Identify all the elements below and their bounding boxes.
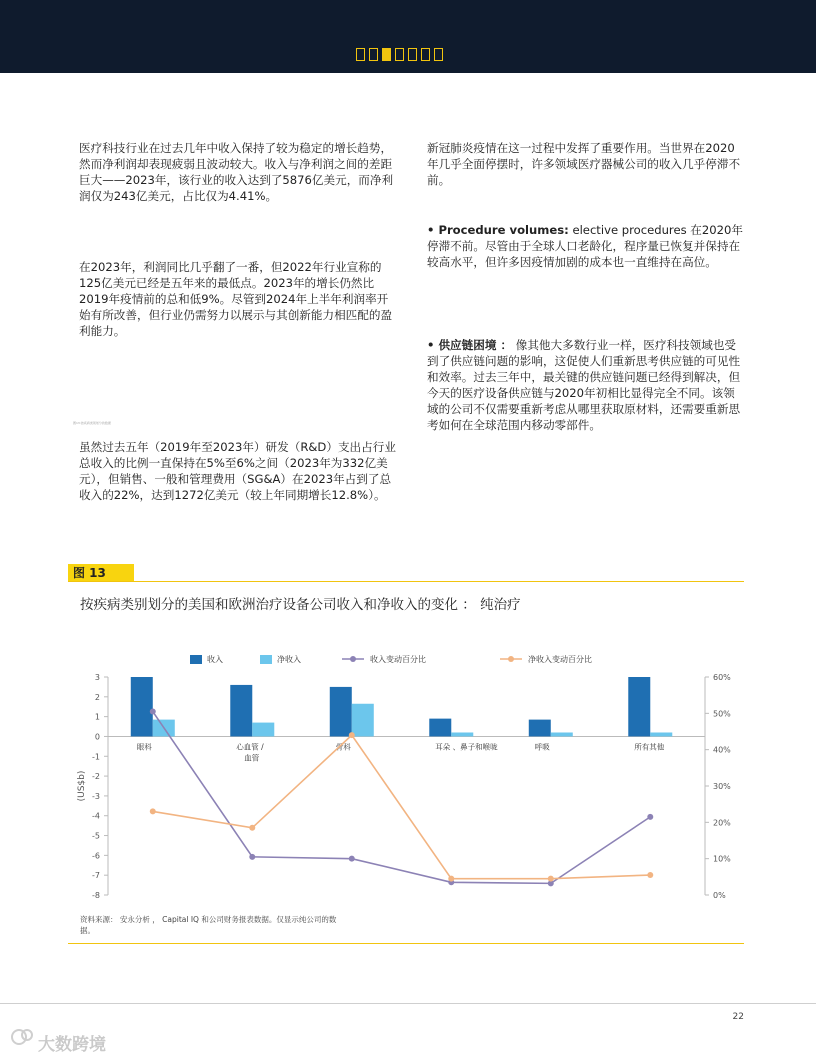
bar-revenue bbox=[429, 719, 451, 737]
category-label: 骨科 bbox=[335, 742, 351, 752]
figure-rule-bottom bbox=[68, 943, 744, 944]
y-tick-label: -1 bbox=[92, 752, 100, 762]
bar-revenue bbox=[230, 685, 252, 737]
y-tick-label: 3 bbox=[94, 673, 100, 682]
y-tick-label: 0 bbox=[94, 732, 100, 742]
bullet-supply-chain bbox=[427, 337, 743, 433]
title-glyph bbox=[369, 48, 378, 61]
bar-revenue bbox=[628, 677, 650, 736]
figure-rule bbox=[68, 581, 744, 582]
legend-swatch bbox=[260, 655, 272, 664]
figure-title: 按疾病类别划分的美国和欧洲治疗设备公司收入和净收入的变化 ： 纯治疗 bbox=[80, 597, 521, 613]
title-glyph bbox=[434, 48, 443, 61]
bar-net-income bbox=[451, 732, 473, 736]
category-label: 眼科 bbox=[136, 742, 152, 752]
bar-net-income bbox=[551, 732, 573, 736]
category-label: 心血管 / bbox=[236, 742, 264, 752]
legend-marker bbox=[508, 656, 514, 662]
title-glyph bbox=[408, 48, 417, 61]
bar-net-income bbox=[352, 704, 374, 737]
y-tick-label: -6 bbox=[92, 851, 100, 861]
bullet-title: • 供应链困境 ： bbox=[427, 338, 513, 352]
bullet-text: 像其他大多数行业一样，医疗科技领域也受到了供应链问题的影响，这促使人们重新思考供应链的可见性和效率。过去三年中，最关键的供应链问题已经得到解决，但今天的医疗设备供应链与2020年初相比显得完全不同。该领域的公司不仅需要重新考虑从哪里获取原材料，还需要重新思考如何在全球范围内移动零部件。 bbox=[427, 338, 741, 432]
y-tick-label: 2 bbox=[94, 692, 100, 702]
point-net-income-change bbox=[349, 732, 355, 738]
point-net-income-change bbox=[249, 825, 255, 831]
title-glyph bbox=[395, 48, 404, 61]
line-revenue-change bbox=[153, 712, 651, 884]
category-label: 耳朵 、鼻子和喉咙 bbox=[435, 742, 498, 752]
y2-tick-label: 0% bbox=[713, 891, 726, 900]
y-tick-label: -8 bbox=[92, 891, 100, 900]
bullet-procedure-volumes bbox=[427, 222, 743, 270]
legend-marker bbox=[350, 656, 356, 662]
title-glyph bbox=[421, 48, 430, 61]
legend-swatch bbox=[190, 655, 202, 664]
y2-tick-label: 60% bbox=[713, 673, 731, 682]
tiny-note: 图13:按疾病类别划分的数据 bbox=[73, 421, 111, 425]
y-axis-label: (US$b) bbox=[77, 770, 87, 802]
y2-tick-label: 10% bbox=[713, 854, 731, 864]
point-revenue-change bbox=[249, 854, 255, 860]
point-net-income-change bbox=[448, 876, 454, 882]
watermark-text: 大数跨境 bbox=[38, 1035, 106, 1055]
chart bbox=[60, 645, 750, 907]
left-paragraph-1: 医疗科技行业在过去几年中收入保持了较为稳定的增长趋势，然而净利润却表现疲弱且波动较大。收入与净利润之间的差距巨大——2023年，该行业的收入达到了5876亿美元，而净利润仅为243亿美元，占比仅为4.41%。 bbox=[79, 141, 394, 203]
figure-tag: 图 13 bbox=[68, 564, 134, 582]
page-rule bbox=[0, 1003, 816, 1004]
title-glyph bbox=[382, 48, 391, 61]
right-paragraph-1: 新冠肺炎疫情在这一过程中发挥了重要作用。当世界在2020年几乎全面停摆时，许多领域医疗器械公司的收入几乎停滞不前。 bbox=[427, 141, 741, 187]
y-tick-label: 1 bbox=[94, 712, 100, 722]
category-label: 所有其他 bbox=[634, 742, 665, 752]
category-label: 血管 bbox=[244, 753, 260, 763]
y2-tick-label: 20% bbox=[713, 818, 731, 828]
watermark-logo-icon bbox=[10, 1026, 36, 1048]
legend-label: 收入变动百分比 bbox=[370, 655, 426, 664]
point-revenue-change bbox=[647, 814, 653, 820]
bullet-title: • Procedure volumes: bbox=[427, 223, 569, 237]
y-tick-label: -3 bbox=[92, 791, 100, 801]
y2-tick-label: 30% bbox=[713, 782, 731, 791]
left-paragraph-3: 虽然过去五年（2019年至2023年）研发（R&D）支出占行业总收入的比例一直保持在5%至6%之间（2023年为332亿美元），但销售、一般和管理费用（SG&A）在2023年占到了总收入的22%，达到1272亿美元（较上年同期增长12.8%）。 bbox=[79, 440, 396, 502]
figure-source: 资料来源： 安永分析 ， Capital IQ 和公司财务报表数据。仅显示纯公司的数据。 bbox=[80, 915, 337, 935]
y-tick-label: -5 bbox=[92, 831, 100, 841]
y2-tick-label: 40% bbox=[713, 745, 731, 755]
legend-label: 净收入变动百分比 bbox=[528, 655, 592, 664]
bar-net-income bbox=[252, 723, 274, 737]
bar-revenue bbox=[529, 720, 551, 737]
bar-revenue bbox=[131, 677, 153, 736]
bar-net-income bbox=[650, 732, 672, 736]
title-glyph bbox=[356, 48, 365, 61]
header-bar bbox=[0, 0, 816, 73]
point-net-income-change bbox=[150, 808, 156, 814]
page-number: 22 bbox=[732, 1012, 744, 1022]
y2-tick-label: 50% bbox=[713, 709, 731, 719]
left-paragraph-2: 在2023年，利润同比几乎翻了一番，但2022年行业宣称的125亿美元已经是五年来的最低点。2023年的增长仍然比2019年疫情前的总和低9%。尽管到2024年上半年利润率开始有所改善，但行业仍需努力以展示与其创新能力相匹配的盈利能力。 bbox=[79, 260, 393, 338]
header-title-glyphs bbox=[356, 48, 443, 61]
point-revenue-change bbox=[349, 856, 355, 862]
y-tick-label: -4 bbox=[92, 811, 100, 821]
point-net-income-change bbox=[647, 872, 653, 878]
legend-label: 净收入 bbox=[277, 655, 301, 664]
legend-label: 收入 bbox=[207, 655, 223, 664]
category-label: 呼吸 bbox=[534, 742, 550, 752]
point-revenue-change bbox=[150, 709, 156, 715]
bar-revenue bbox=[330, 687, 352, 737]
point-net-income-change bbox=[548, 876, 554, 882]
bullet-text: elective procedures 在2020年停滞不前。尽管由于全球人口老龄化，程序量已恢复并保持在较高水平，但许多因疫情加剧的成本也一直维持在高位。 bbox=[427, 223, 744, 269]
line-net-income-change bbox=[153, 735, 651, 879]
y-tick-label: -7 bbox=[92, 871, 100, 881]
y-tick-label: -2 bbox=[92, 772, 100, 782]
